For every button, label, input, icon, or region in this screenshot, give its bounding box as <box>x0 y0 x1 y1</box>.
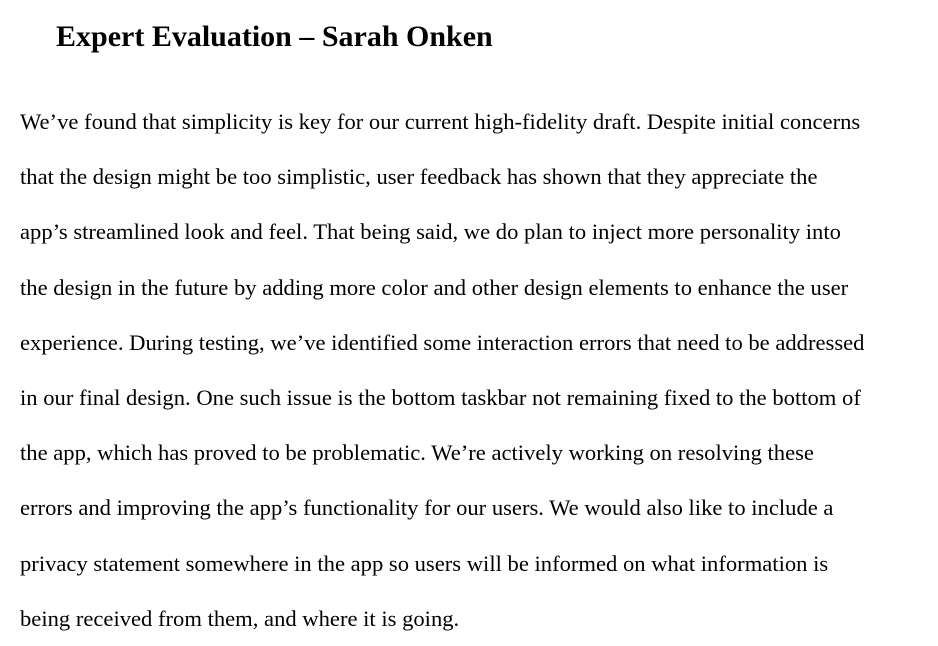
paragraph-line: app’s streamlined look and feel. That being said, we do plan to inject more personality into <box>20 219 841 245</box>
paragraph-line: errors and improving the app’s functionality for our users. We would also like to include a <box>20 495 834 521</box>
paragraph-line: in our final design. One such issue is the bottom taskbar not remaining fixed to the bottom of <box>20 384 861 410</box>
paragraph-line: the app, which has proved to be problematic. We’re actively working on resolving these <box>20 440 814 466</box>
paragraph-line: privacy statement somewhere in the app so users will be informed on what information is <box>20 550 829 576</box>
body-paragraph <box>20 94 925 646</box>
paragraph-line: the design in the future by adding more color and other design elements to enhance the user <box>20 274 849 300</box>
document-heading: Expert Evaluation – Sarah Onken <box>56 20 493 53</box>
paragraph-line: being received from them, and where it is going. <box>20 605 460 631</box>
paragraph-line: experience. During testing, we’ve identified some interaction errors that need to be addressed <box>20 329 865 355</box>
paragraph-line: that the design might be too simplistic, user feedback has shown that they appreciate the <box>20 164 818 190</box>
paragraph-line: We’ve found that simplicity is key for our current high-fidelity draft. Despite initial concerns <box>20 109 861 134</box>
